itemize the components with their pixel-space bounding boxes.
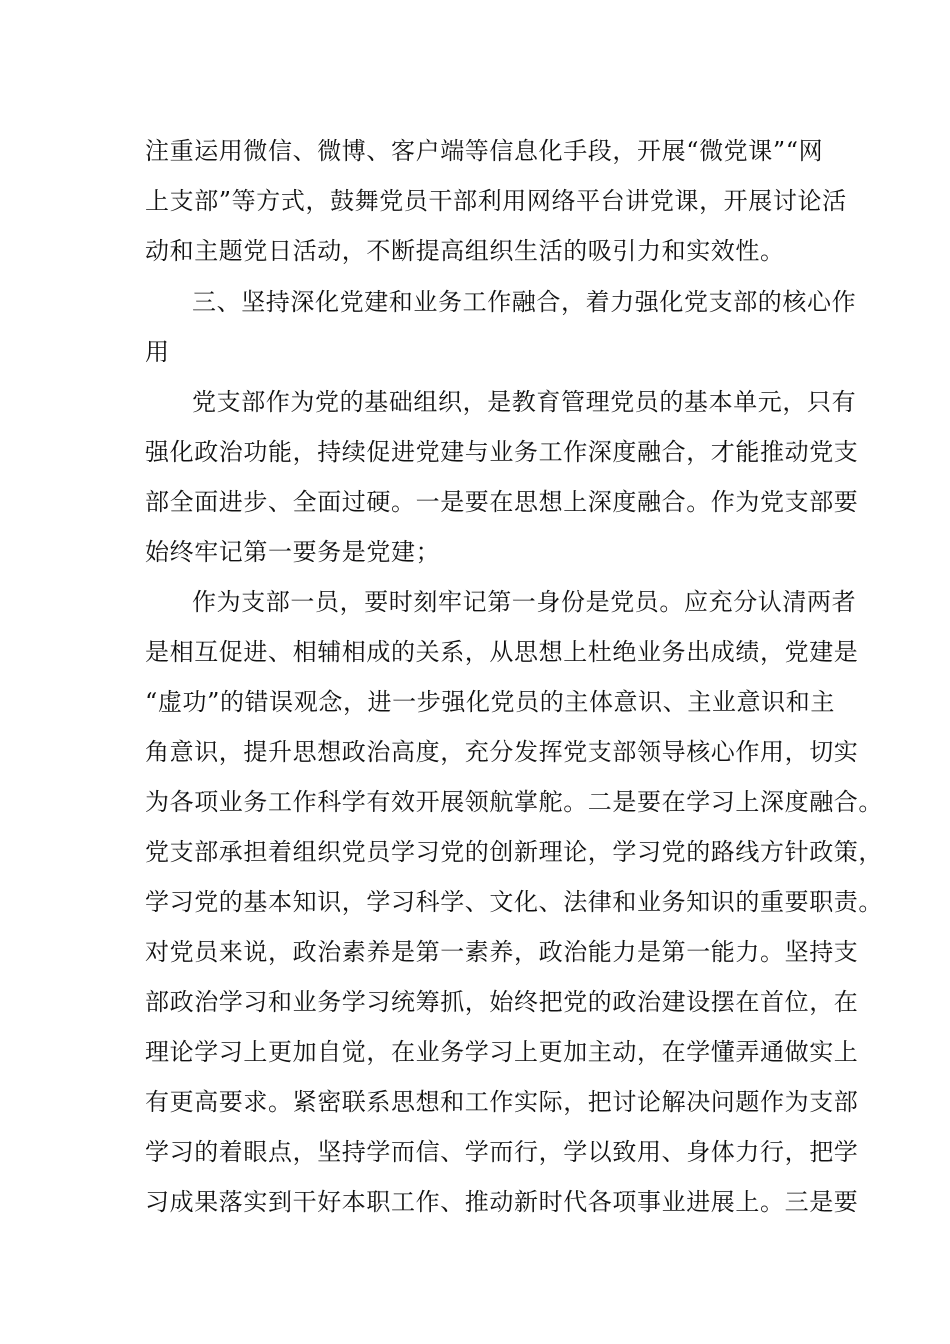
paragraph-line: 有更高要求。紧密联系思想和工作实际，把讨论解决问题作为支部 (145, 1088, 859, 1116)
paragraph-line: 上支部”等方式，鼓舞党员干部利用网络平台讲党课，开展讨论活 (145, 187, 847, 215)
paragraph-line: 学习的着眼点，坚持学而信、学而行，学以致用、身体力行，把学 (145, 1138, 859, 1166)
section-heading-line: 用 (145, 338, 170, 366)
paragraph-line: 是相互促进、相辅相成的关系，从思想上杜绝业务出成绩，党建是 (145, 638, 859, 666)
paragraph-line: 始终牢记第一要务是党建； (145, 538, 441, 566)
paragraph-line: 注重运用微信、微博、客户端等信息化手段，开展“微党课”“网 (145, 137, 824, 165)
paragraph-line: 部全面进步、全面过硬。一是要在思想上深度融合。作为党支部要 (145, 488, 859, 516)
paragraph-line: 角意识，提升思想政治高度，充分发挥党支部领导核心作用，切实 (145, 738, 859, 766)
paragraph-line: 动和主题党日活动，不断提高组织生活的吸引力和实效性。 (145, 237, 785, 265)
paragraph-line: 理论学习上更加自觉，在业务学习上更加主动，在学懂弄通做实上 (145, 1038, 859, 1066)
paragraph-line: 学习党的基本知识，学习科学、文化、法律和业务知识的重要职责。 (145, 888, 883, 916)
paragraph-line: 强化政治功能，持续促进党建与业务工作深度融合，才能推动党支 (145, 438, 859, 466)
paragraph-line: 为各项业务工作科学有效开展领航掌舵。二是要在学习上深度融合。 (145, 788, 883, 816)
paragraph-line: “虚功”的错误观念，进一步强化党员的主体意识、主业意识和主 (145, 688, 835, 716)
section-heading-line: 三、坚持深化党建和业务工作融合，着力强化党支部的核心作 (192, 288, 857, 316)
paragraph-line: 习成果落实到干好本职工作、推动新时代各项事业进展上。三是要 (145, 1188, 859, 1216)
paragraph-line: 作为支部一员，要时刻牢记第一身份是党员。应充分认清两者 (192, 588, 857, 616)
paragraph-line: 党支部承担着组织党员学习党的创新理论，学习党的路线方针政策， (145, 838, 883, 866)
paragraph-line: 对党员来说，政治素养是第一素养，政治能力是第一能力。坚持支 (145, 938, 859, 966)
paragraph-line: 部政治学习和业务学习统筹抓，始终把党的政治建设摆在首位，在 (145, 988, 859, 1016)
paragraph-line: 党支部作为党的基础组织，是教育管理党员的基本单元，只有 (192, 388, 857, 416)
